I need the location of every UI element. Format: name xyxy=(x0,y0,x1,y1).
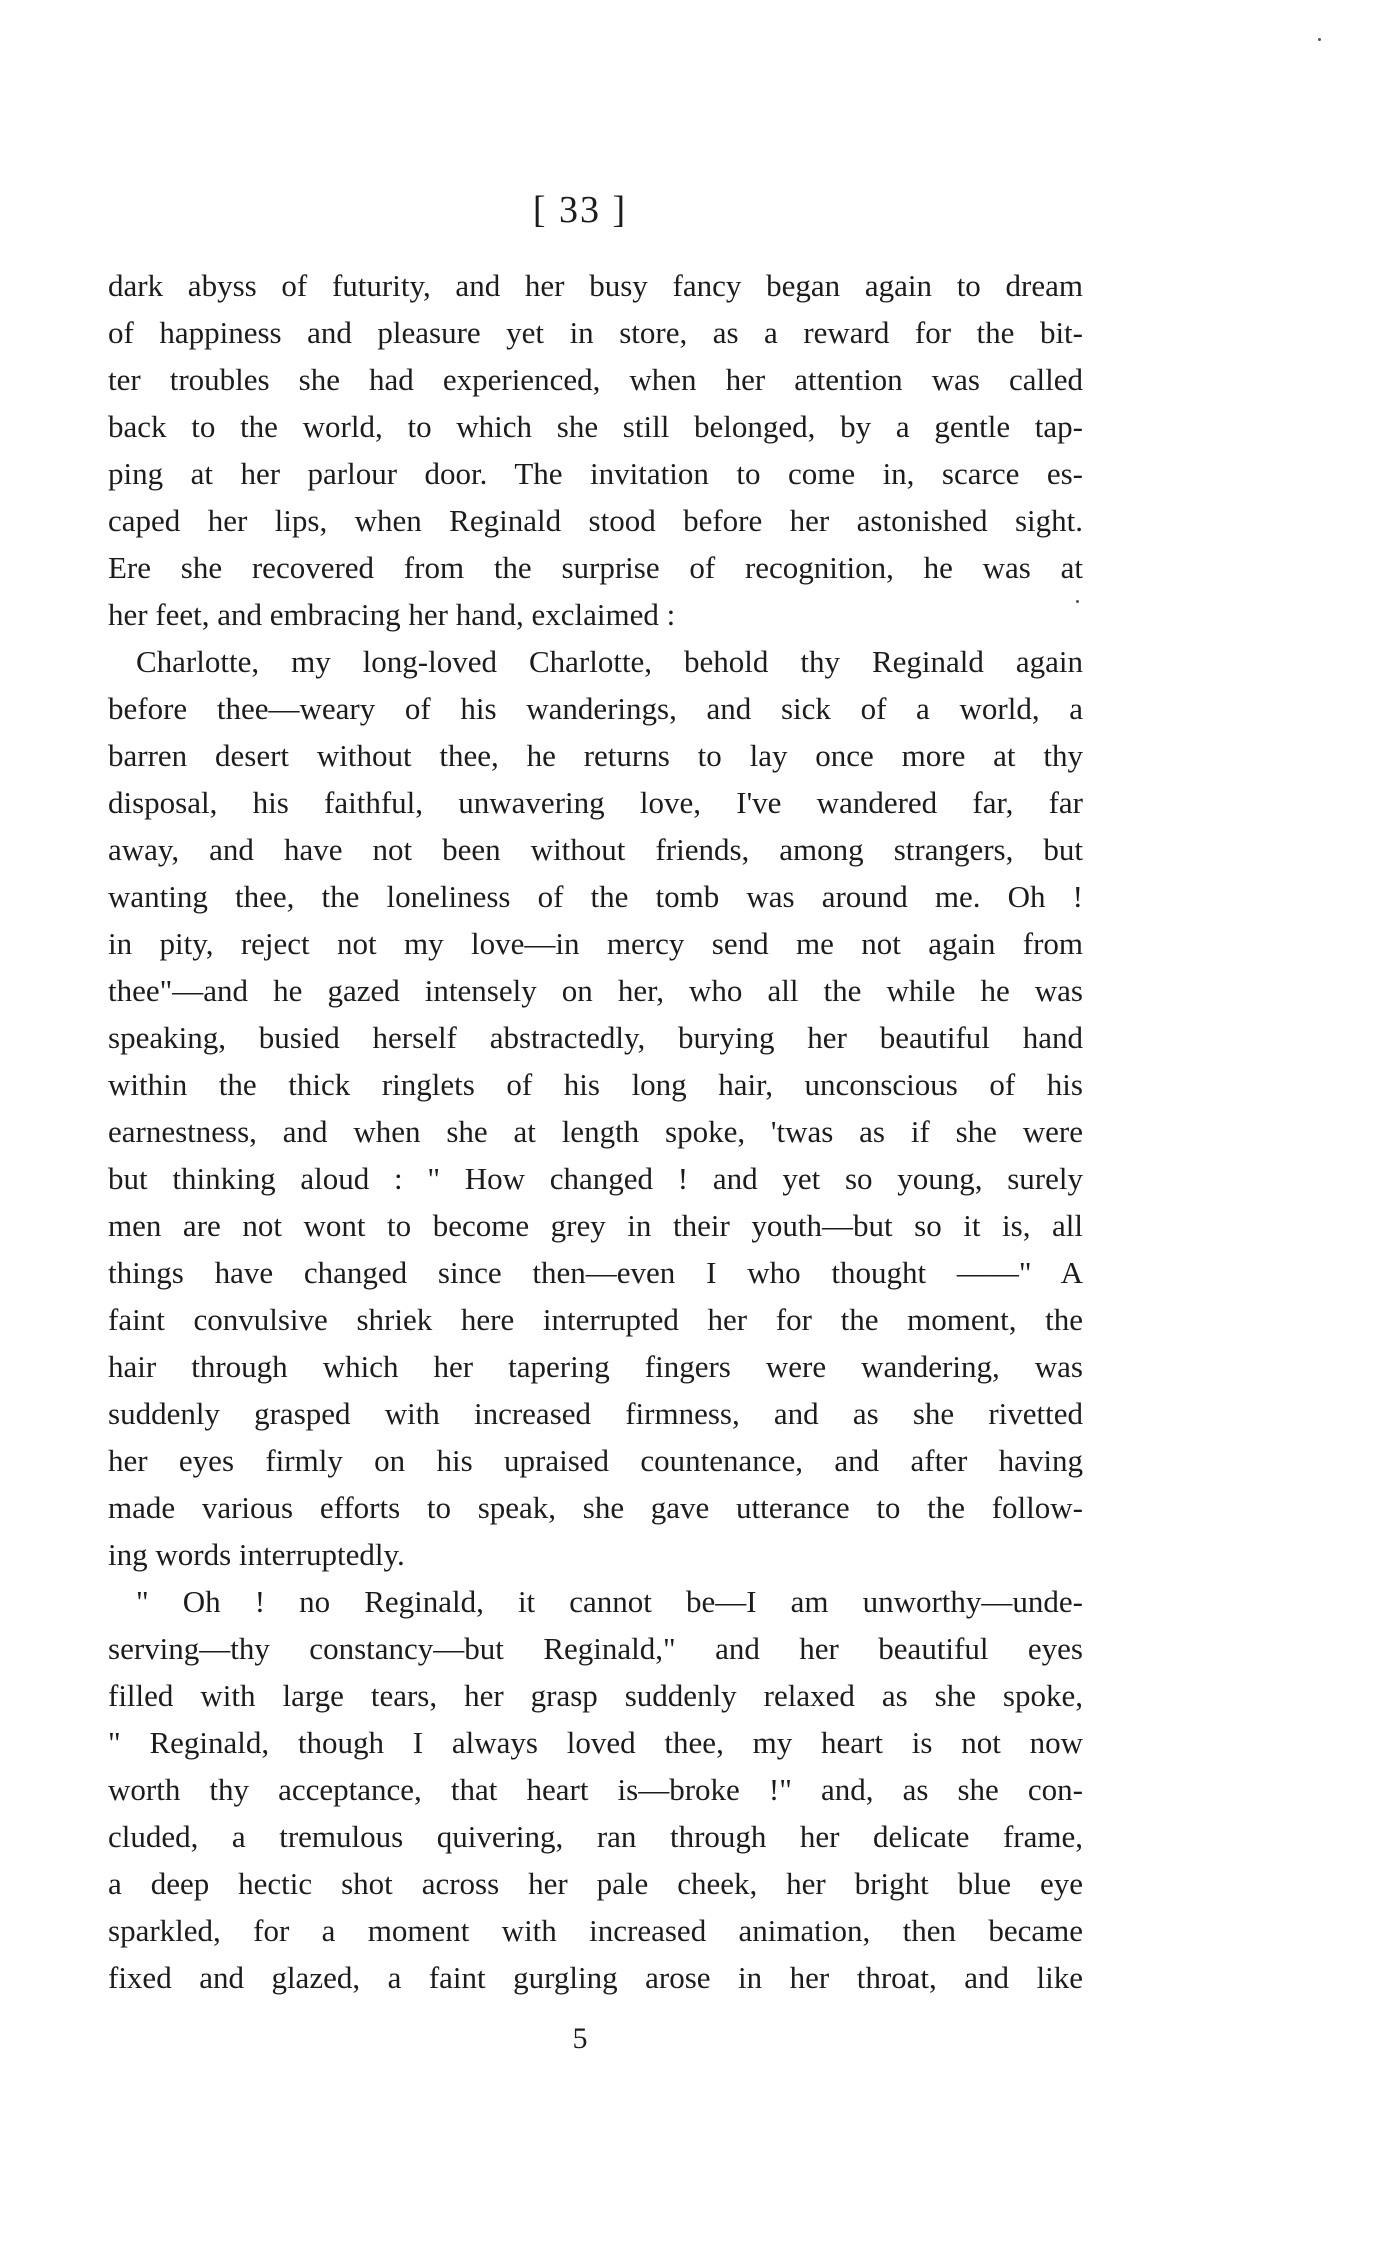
text-line: of happiness and pleasure yet in store, as a reward for the bit- xyxy=(108,315,1083,350)
paper-speck xyxy=(1318,38,1321,41)
page-number: [ 33 ] xyxy=(532,189,628,231)
text-line: men are not wont to become grey in their youth—but so it is, all xyxy=(108,1208,1083,1243)
text-line: back to the world, to which she still belonged, by a gentle tap- xyxy=(108,409,1083,444)
text-line: sparkled, for a moment with increased animation, then became xyxy=(108,1913,1083,1948)
text-line: caped her lips, when Reginald stood before her astonished sight. xyxy=(108,503,1083,538)
text-line: before thee—weary of his wanderings, and sick of a world, a xyxy=(108,691,1083,726)
text-line: wanting thee, the loneliness of the tomb was around me. Oh ! xyxy=(108,879,1083,914)
text-line: her feet, and embracing her hand, exclaimed : xyxy=(108,597,676,632)
body-text xyxy=(108,262,1083,2001)
text-line: away, and have not been without friends, among strangers, but xyxy=(108,832,1083,867)
text-line: made various efforts to speak, she gave utterance to the follow- xyxy=(108,1490,1083,1525)
text-line: Ere she recovered from the surprise of recognition, he was at xyxy=(108,550,1083,585)
text-line: ping at her parlour door. The invitation to come in, scarce es- xyxy=(108,456,1083,491)
text-line: ing words interruptedly. xyxy=(108,1537,405,1572)
text-line: ter troubles she had experienced, when her attention was called xyxy=(108,362,1083,397)
text-line: a deep hectic shot across her pale cheek, her bright blue eye xyxy=(108,1866,1083,1901)
text-line: earnestness, and when she at length spoke, 'twas as if she were xyxy=(108,1114,1083,1149)
text-line: things have changed since then—even I who thought ——" A xyxy=(108,1255,1083,1290)
text-line: suddenly grasped with increased firmness, and as she rivetted xyxy=(108,1396,1083,1431)
text-line: serving—thy constancy—but Reginald," and her beautiful eyes xyxy=(108,1631,1083,1666)
text-line: dark abyss of futurity, and her busy fancy began again to dream xyxy=(108,268,1083,303)
signature-mark: 5 xyxy=(572,2022,588,2055)
text-line: worth thy acceptance, that heart is—broke !" and, as she con- xyxy=(108,1772,1083,1807)
text-line: disposal, his faithful, unwavering love, I've wandered far, far xyxy=(108,785,1083,820)
text-line: " Oh ! no Reginald, it cannot be—I am unworthy—unde- xyxy=(136,1584,1083,1619)
text-line: filled with large tears, her grasp suddenly relaxed as she spoke, xyxy=(108,1678,1083,1713)
paper-speck xyxy=(1076,600,1079,603)
text-line: her eyes firmly on his upraised countenance, and after having xyxy=(108,1443,1083,1478)
text-line: faint convulsive shriek here interrupted her for the moment, the xyxy=(108,1302,1083,1337)
text-line: but thinking aloud : " How changed ! and yet so young, surely xyxy=(108,1161,1083,1196)
text-line: hair through which her tapering fingers were wandering, was xyxy=(108,1349,1083,1384)
text-line: cluded, a tremulous quivering, ran through her delicate frame, xyxy=(108,1819,1083,1854)
text-line: fixed and glazed, a faint gurgling arose in her throat, and like xyxy=(108,1960,1083,1995)
text-line: Charlotte, my long-loved Charlotte, behold thy Reginald again xyxy=(136,644,1083,679)
text-line: " Reginald, though I always loved thee, my heart is not now xyxy=(108,1725,1083,1760)
text-line: speaking, busied herself abstractedly, burying her beautiful hand xyxy=(108,1020,1083,1055)
text-line: in pity, reject not my love—in mercy send me not again from xyxy=(108,926,1083,961)
text-line: thee"—and he gazed intensely on her, who all the while he was xyxy=(108,973,1083,1008)
text-line: within the thick ringlets of his long hair, unconscious of his xyxy=(108,1067,1083,1102)
text-line: barren desert without thee, he returns to lay once more at thy xyxy=(108,738,1083,773)
